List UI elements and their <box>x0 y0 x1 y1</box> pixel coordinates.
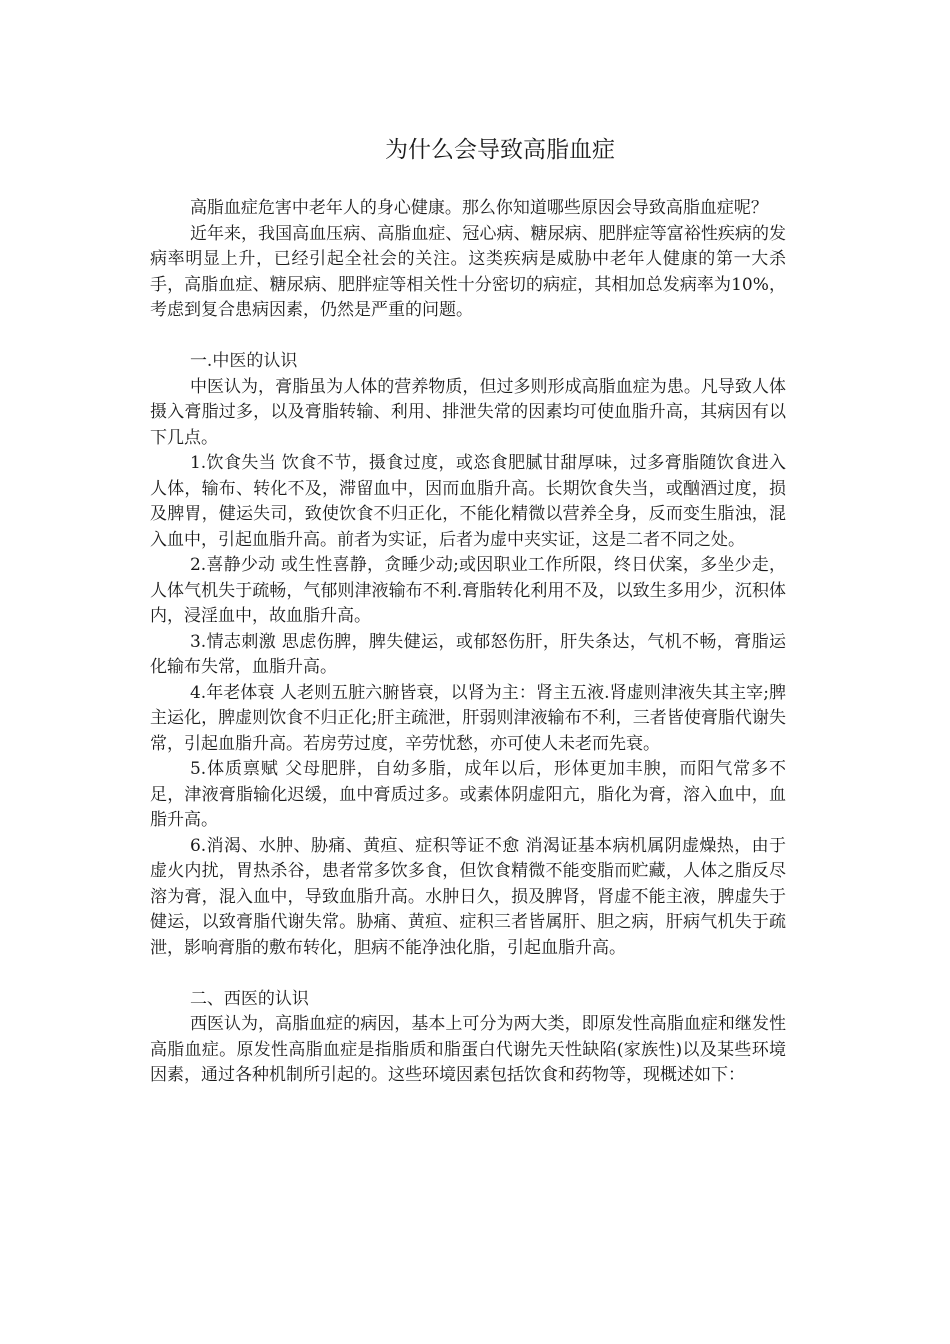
tcm-cause-item: 4.年老体衰 人老则五脏六腑皆衰，以肾为主：肾主五液.肾虚则津液失其主宰;脾主运化，脾虚则饮食不归正化;肝主疏泄，肝弱则津液输布不利，三者皆使膏脂代谢失常，引起血脂升高。若房劳过度，辛劳忧愁，亦可使人未老而先衰。 <box>150 682 786 754</box>
intro-paragraph: 近年来，我国高血压病、高脂血症、冠心病、糖尿病、肥胖症等富裕性疾病的发病率明显上升，已经引起全社会的关注。这类疾病是威胁中老年人健康的第一大杀手，高脂血症、糖尿病、肥胖症等相关性十分密切的病症，其相加总发病率为10%，考虑到复合患病因素，仍然是严重的问题。 <box>150 223 786 320</box>
section-western-intro: 西医认为，高脂血症的病因，基本上可分为两大类，即原发性高脂血症和继发性高脂血症。原发性高脂血症是指脂质和脂蛋白代谢先天性缺陷(家族性)以及某些环境因素，通过各种机制所引起的。这些环境因素包括饮食和药物等，现概述如下： <box>150 1014 786 1085</box>
document-title: 为什么会导致高脂血症 <box>385 137 615 163</box>
tcm-cause-item: 1.饮食失当 饮食不节，摄食过度，或恣食肥腻甘甜厚味，过多膏脂随饮食进入人体，输布、转化不及，滞留血中，因而血脂升高。长期饮食失当，或酗酒过度，损及脾胃，健运失司，致使饮食不归正化，不能化精微以营养全身，反而变生脂浊，混入血中，引起血脂升高。前者为实证，后者为虚中夹实证，这是二者不同之处。 <box>150 453 786 550</box>
section-heading-tcm: 一.中医的认识 <box>189 351 298 371</box>
section-heading-western: 二、西医的认识 <box>189 988 309 1009</box>
tcm-cause-item: 5.体质禀赋 父母肥胖，自幼多脂，成年以后，形体更加丰腴，而阳气常多不足，津液膏脂输化迟缓，血中膏质过多。或素体阴虚阳亢，脂化为膏，溶入血中，血脂升高。 <box>150 759 786 830</box>
section-tcm-intro: 中医认为，膏脂虽为人体的营养物质，但过多则形成高脂血症为患。凡导致人体摄入膏脂过多，以及膏脂转输、利用、排泄失常的因素均可使血脂升高，其病因有以下几点。 <box>150 376 786 448</box>
intro-paragraph: 高脂血症危害中老年人的身心健康。那么你知道哪些原因会导致高脂血症呢？ <box>189 198 768 218</box>
tcm-cause-item: 3.情志刺激 思虑伤脾，脾失健运，或郁怒伤肝，肝失条达，气机不畅，膏脂运化输布失常，血脂升高。 <box>150 631 786 677</box>
tcm-cause-item: 6.消渴、水肿、胁痛、黄疸、症积等证不愈 消渴证基本病机属阴虚燥热，由于虚火内扰，胃热杀谷，患者常多饮多食，但饮食精微不能变脂而贮藏，人体之脂反尽溶为膏，混入血中，导致血脂升高。水肿日久，损及脾肾，肾虚不能主液，脾虚失于健运，以致膏脂代谢失常。胁痛、黄疸、症积三者皆属肝、胆之病，肝病气机失于疏泄，影响膏脂的敷布转化，胆病不能净浊化脂，引起血脂升高。 <box>150 835 786 958</box>
document-body <box>150 196 786 1089</box>
tcm-cause-item: 2.喜静少动 或生性喜静，贪睡少动;或因职业工作所限，终日伏案，多坐少走，人体气机失于疏畅，气郁则津液输布不利.膏脂转化利用不及，以致生多用少，沉积体内，浸淫血中，故血脂升高。 <box>150 555 786 626</box>
